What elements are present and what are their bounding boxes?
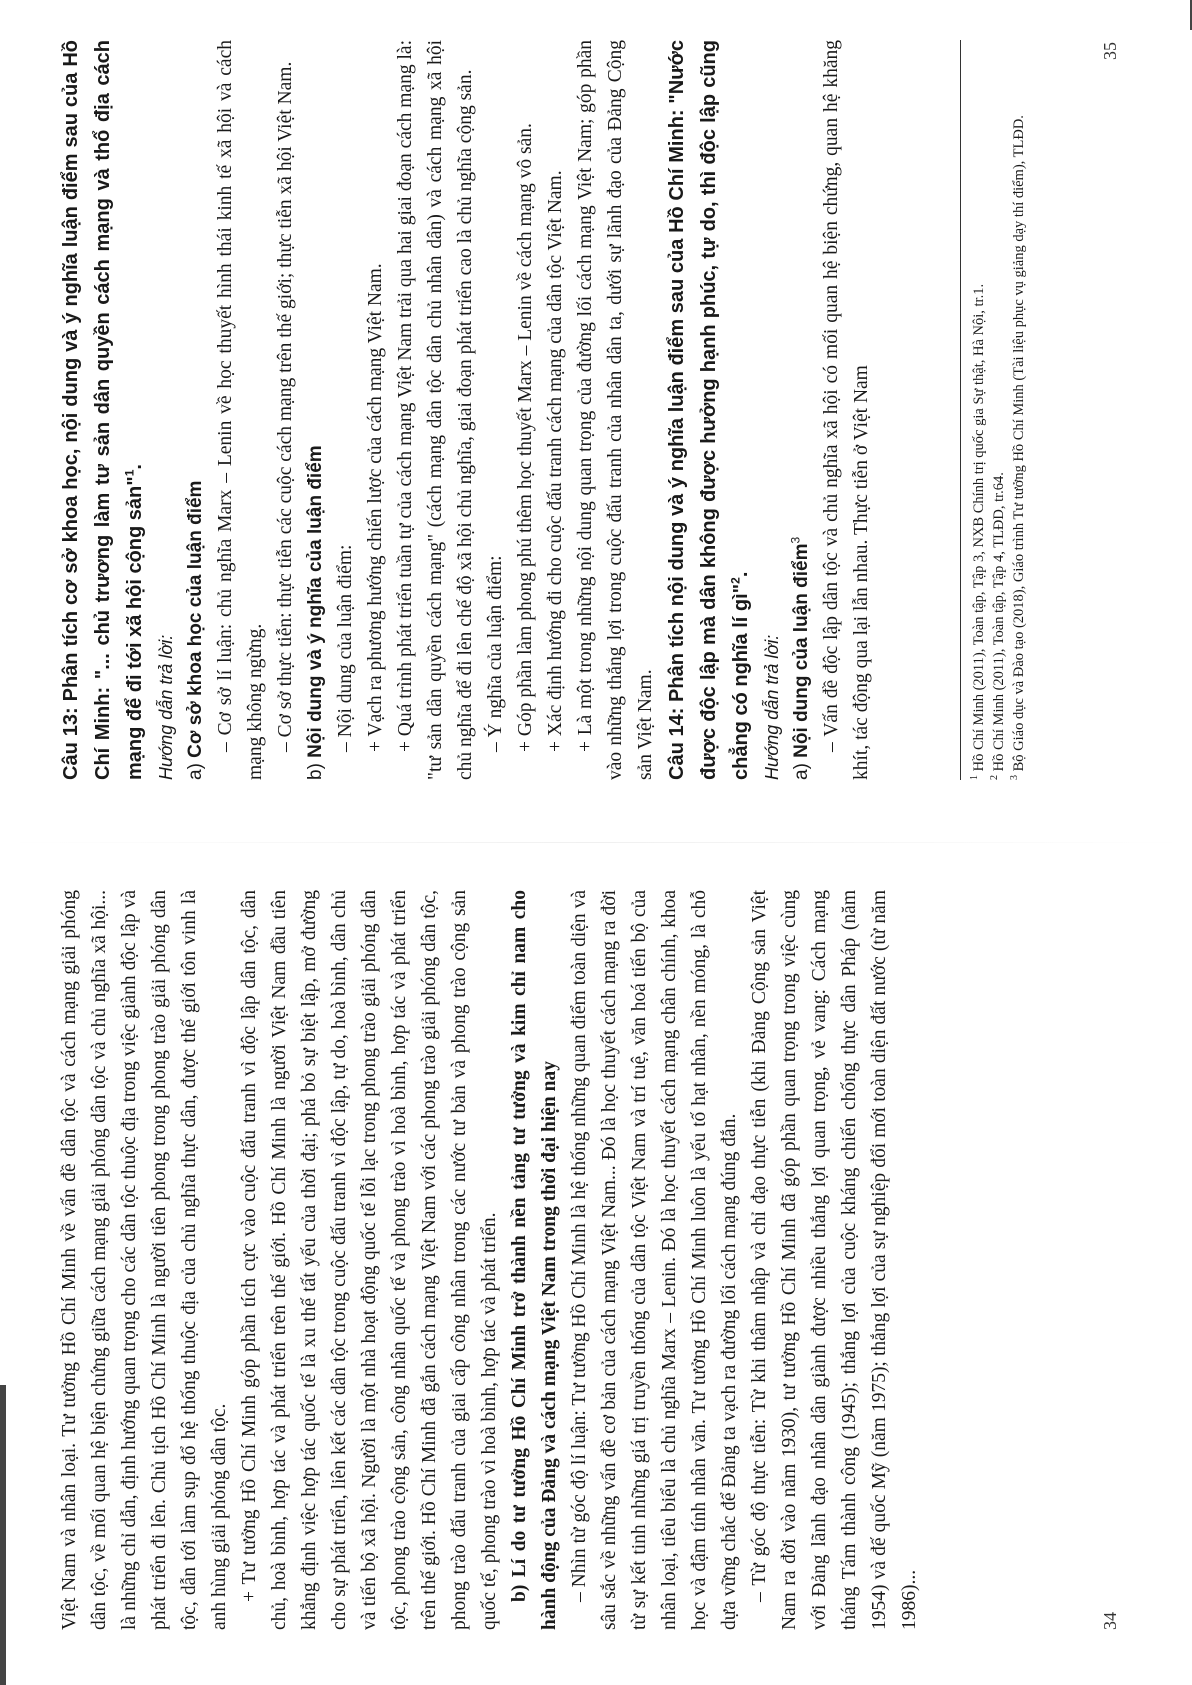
scan-edge-shadow: [0, 1385, 6, 1685]
paragraph: – Nhìn từ góc độ lí luận: Tư tưởng Hồ Chí Minh là hệ thống những quan điểm toàn diện và sâu sắc về những vấn đề cơ bản của cách mạng Việt Nam... Đó là học thuyết cách mạng ra đời từ sự kết tinh những giá trị truyền thống của dân tộc Việt Nam và trí tuệ, văn hoá tiến bộ của nhân loại, tiêu biểu là chủ nghĩa Marx – Lenin. Đó là học thuyết cách mạng chân chính, khoa học và đậm tính nhân văn. Tư tưởng Hồ Chí Minh luôn là yếu tố hạt nhân, nền móng, là chỗ dựa vững chắc để Đảng ta vạch ra đường lối cách mạng đúng đắn.: [569, 890, 740, 1630]
footnote: [1009, 40, 1029, 780]
subsection-label: b): [305, 763, 326, 780]
subsection-title: Nội dung của luận điểm: [791, 543, 812, 758]
right-page: [55, 40, 1135, 780]
footnotes: [960, 40, 1029, 780]
list-item: – Ý nghĩa của luận điểm:: [485, 555, 506, 752]
footnote: [989, 40, 1009, 780]
footnote-number: 2: [989, 775, 1001, 780]
question-13: [55, 40, 151, 780]
list-item: – Nội dung của luận điểm:: [335, 544, 356, 752]
subsection-title: Nội dung và ý nghĩa của luận điểm: [305, 445, 326, 758]
footnote-text: Bộ Giáo dục và Đào tạo (2018), Giáo trình Tư tưởng Hồ Chí Minh (Tài liệu phục vụ giảng dạy thí điểm), TLĐD.: [1011, 115, 1027, 772]
answer-guide-label: Hướng dẫn trả lời:: [156, 634, 176, 780]
list-item: + Quá trình phát triển tuần tự của cách mạng Việt Nam trải qua hai giai đoạn cách mạng là: "tư sản dân quyền cách mạng" (cách mạng dân tộc dân chủ nhân dân) và cách mạng xã hội chủ nghĩa để đi lên chế độ xã hội chủ nghĩa, giai đoạn phát triển cao là chủ nghĩa cộng sản.: [395, 40, 476, 780]
book-spine: [0, 842, 1192, 843]
paragraph: + Tư tưởng Hồ Chí Minh góp phần tích cực vào cuộc đấu tranh vì độc lập dân tộc, dân chủ, hoà bình, hợp tác và phát triển trên thế giới. Hồ Chí Minh là người Việt Nam đầu tiên khẳng định việc hợp tác quốc tế là xu thế tất yếu của thời đại; phá bỏ sự biệt lập, mở đường cho sự phát triển, liên kết các dân tộc trong cuộc đấu tranh vì độc lập, tự do, hoà bình, dân chủ và tiến bộ xã hội. Người là một nhà hoạt động quốc tế lỗi lạc trong phong trào giải phóng dân tộc, phong trào cộng sản, công nhân quốc tế và phong trào vì hoà bình, hợp tác và phát triển trên thế giới. Hồ Chí Minh đã gắn cách mạng Việt Nam với các phong trào giải phóng dân tộc, phong trào đấu tranh của giai cấp công nhân trong các nước tư bản và phong trào cộng sản quốc tế, phong trào vì hoà bình, hợp tác và phát triển.: [239, 890, 500, 1630]
subsection-title: Cơ sở khoa học của luận điểm: [185, 480, 206, 758]
left-page: [55, 890, 1135, 1630]
subsection-b: [301, 40, 331, 780]
list-item: + Vạch ra phương hướng chiến lược của cách mạng Việt Nam.: [365, 263, 386, 752]
subsection-a: [181, 40, 211, 780]
paragraph: – Từ góc độ thực tiễn: Từ khi thâm nhập và chỉ đạo thực tiễn (khi Đảng Cộng sản Việt Nam ra đời vào năm 1930), tư tưởng Hồ Chí Minh đã góp phần quan trọng trong việc cùng với Đảng lãnh đạo nhân dân giành được nhiều thắng lợi quan trọng, vẻ vang: Cách mạng tháng Tám thành công (1945); thắng lợi của cuộc kháng chiến chống thực dân Pháp (năm 1954) và đế quốc Mỹ (năm 1975); thắng lợi của sự nghiệp đổi mới toàn diện đất nước (từ năm 1986)...: [749, 890, 920, 1630]
subsection-a2: [787, 40, 817, 780]
footnote-ref: 2: [728, 577, 743, 584]
list-item: + Là một trong những nội dung quan trọng của đường lối cách mạng Việt Nam; góp phần vào những thắng lợi trong cuộc đấu tranh của nhân dân ta, dưới sự lãnh đạo của Đảng Cộng sản Việt Nam.: [575, 40, 656, 780]
question-number: Câu 14:: [666, 707, 688, 780]
question-end: .: [124, 464, 146, 470]
footnote-text: Hồ Chí Minh (2011), Toàn tập, Tập 4, TLĐD, tr.64.: [991, 472, 1007, 772]
question-text: Phân tích nội dung và ý nghĩa luận điểm sau của Hồ Chí Minh: "Nước được độc lập mà dân không được hưởng hạnh phúc, tự do, thì độc lập cũng chẳng có nghĩa lí gì": [666, 40, 752, 780]
paragraph: Việt Nam và nhân loại. Tư tưởng Hồ Chí Minh về vấn đề dân tộc và cách mạng giải phóng dân tộc, về mối quan hệ biện chứng giữa cách mạng giải phóng dân tộc và chủ nghĩa xã hội... là những chỉ dẫn, định hướng quan trọng cho các dân tộc thuộc địa trong việc giành độc lập và phát triển đi lên. Chủ tịch Hồ Chí Minh là người tiên phong trong phong trào giải phóng dân tộc, dẫn tới làm sụp đổ hệ thống thuộc địa của chủ nghĩa thực dân, được thế giới tôn vinh là anh hùng giải phóng dân tộc.: [59, 890, 230, 1630]
list-item: + Góp phần làm phong phú thêm học thuyết Marx – Lenin về cách mạng vô sản.: [515, 123, 536, 752]
subsection-label: a): [185, 763, 206, 780]
page-number-right: 35: [1100, 42, 1120, 60]
list-item: + Xác định hướng đi cho cuộc đấu tranh cách mạng của dân tộc Việt Nam.: [545, 170, 566, 752]
section-heading-b: b) Lí do tư tưởng Hồ Chí Minh trở thành nền tảng tư tưởng và kim chỉ nam cho hành động của Đảng và cách mạng Việt Nam trong thời đại hiện nay: [509, 890, 560, 1630]
footnote-ref: 1: [122, 469, 137, 477]
answer-guide-label: Hướng dẫn trả lời:: [762, 634, 782, 780]
footnote: [969, 40, 989, 780]
footnote-ref: 3: [788, 536, 803, 544]
list-item: – Cơ sở thực tiễn: thực tiễn các cuộc cách mạng trên thế giới; thực tiễn xã hội Việt Nam.: [275, 61, 296, 752]
question-end: .: [730, 571, 752, 578]
page-number-left: 34: [1100, 1612, 1120, 1630]
question-text: Phân tích cơ sở khoa học, nội dung và ý nghĩa luận điểm sau của Hồ Chí Minh: "... chủ trương làm tư sản dân quyền cách mạng và thổ địa cách mạng để đi tới xã hội cộng sản": [60, 40, 146, 780]
footnote-number: 1: [969, 775, 981, 780]
footnote-number: 3: [1009, 775, 1021, 780]
list-item: – Vấn đề độc lập dân tộc và chủ nghĩa xã hội có mối quan hệ biện chứng, quan hệ khăng khít, tác động qua lại lẫn nhau. Thực tiễn ở Việt Nam: [821, 40, 872, 780]
footnote-text: Hồ Chí Minh (2011), Toàn tập, Tập 3, NXB Chính trị quốc gia Sự thật, Hà Nội, tr.1.: [971, 283, 987, 772]
question-number: Câu 13:: [60, 707, 82, 780]
subsection-label: a): [791, 763, 812, 780]
question-14: [661, 40, 757, 780]
list-item: – Cơ sở lí luận: chủ nghĩa Marx – Lenin về học thuyết hình thái kinh tế xã hội và cách mạng không ngừng.: [215, 40, 266, 780]
